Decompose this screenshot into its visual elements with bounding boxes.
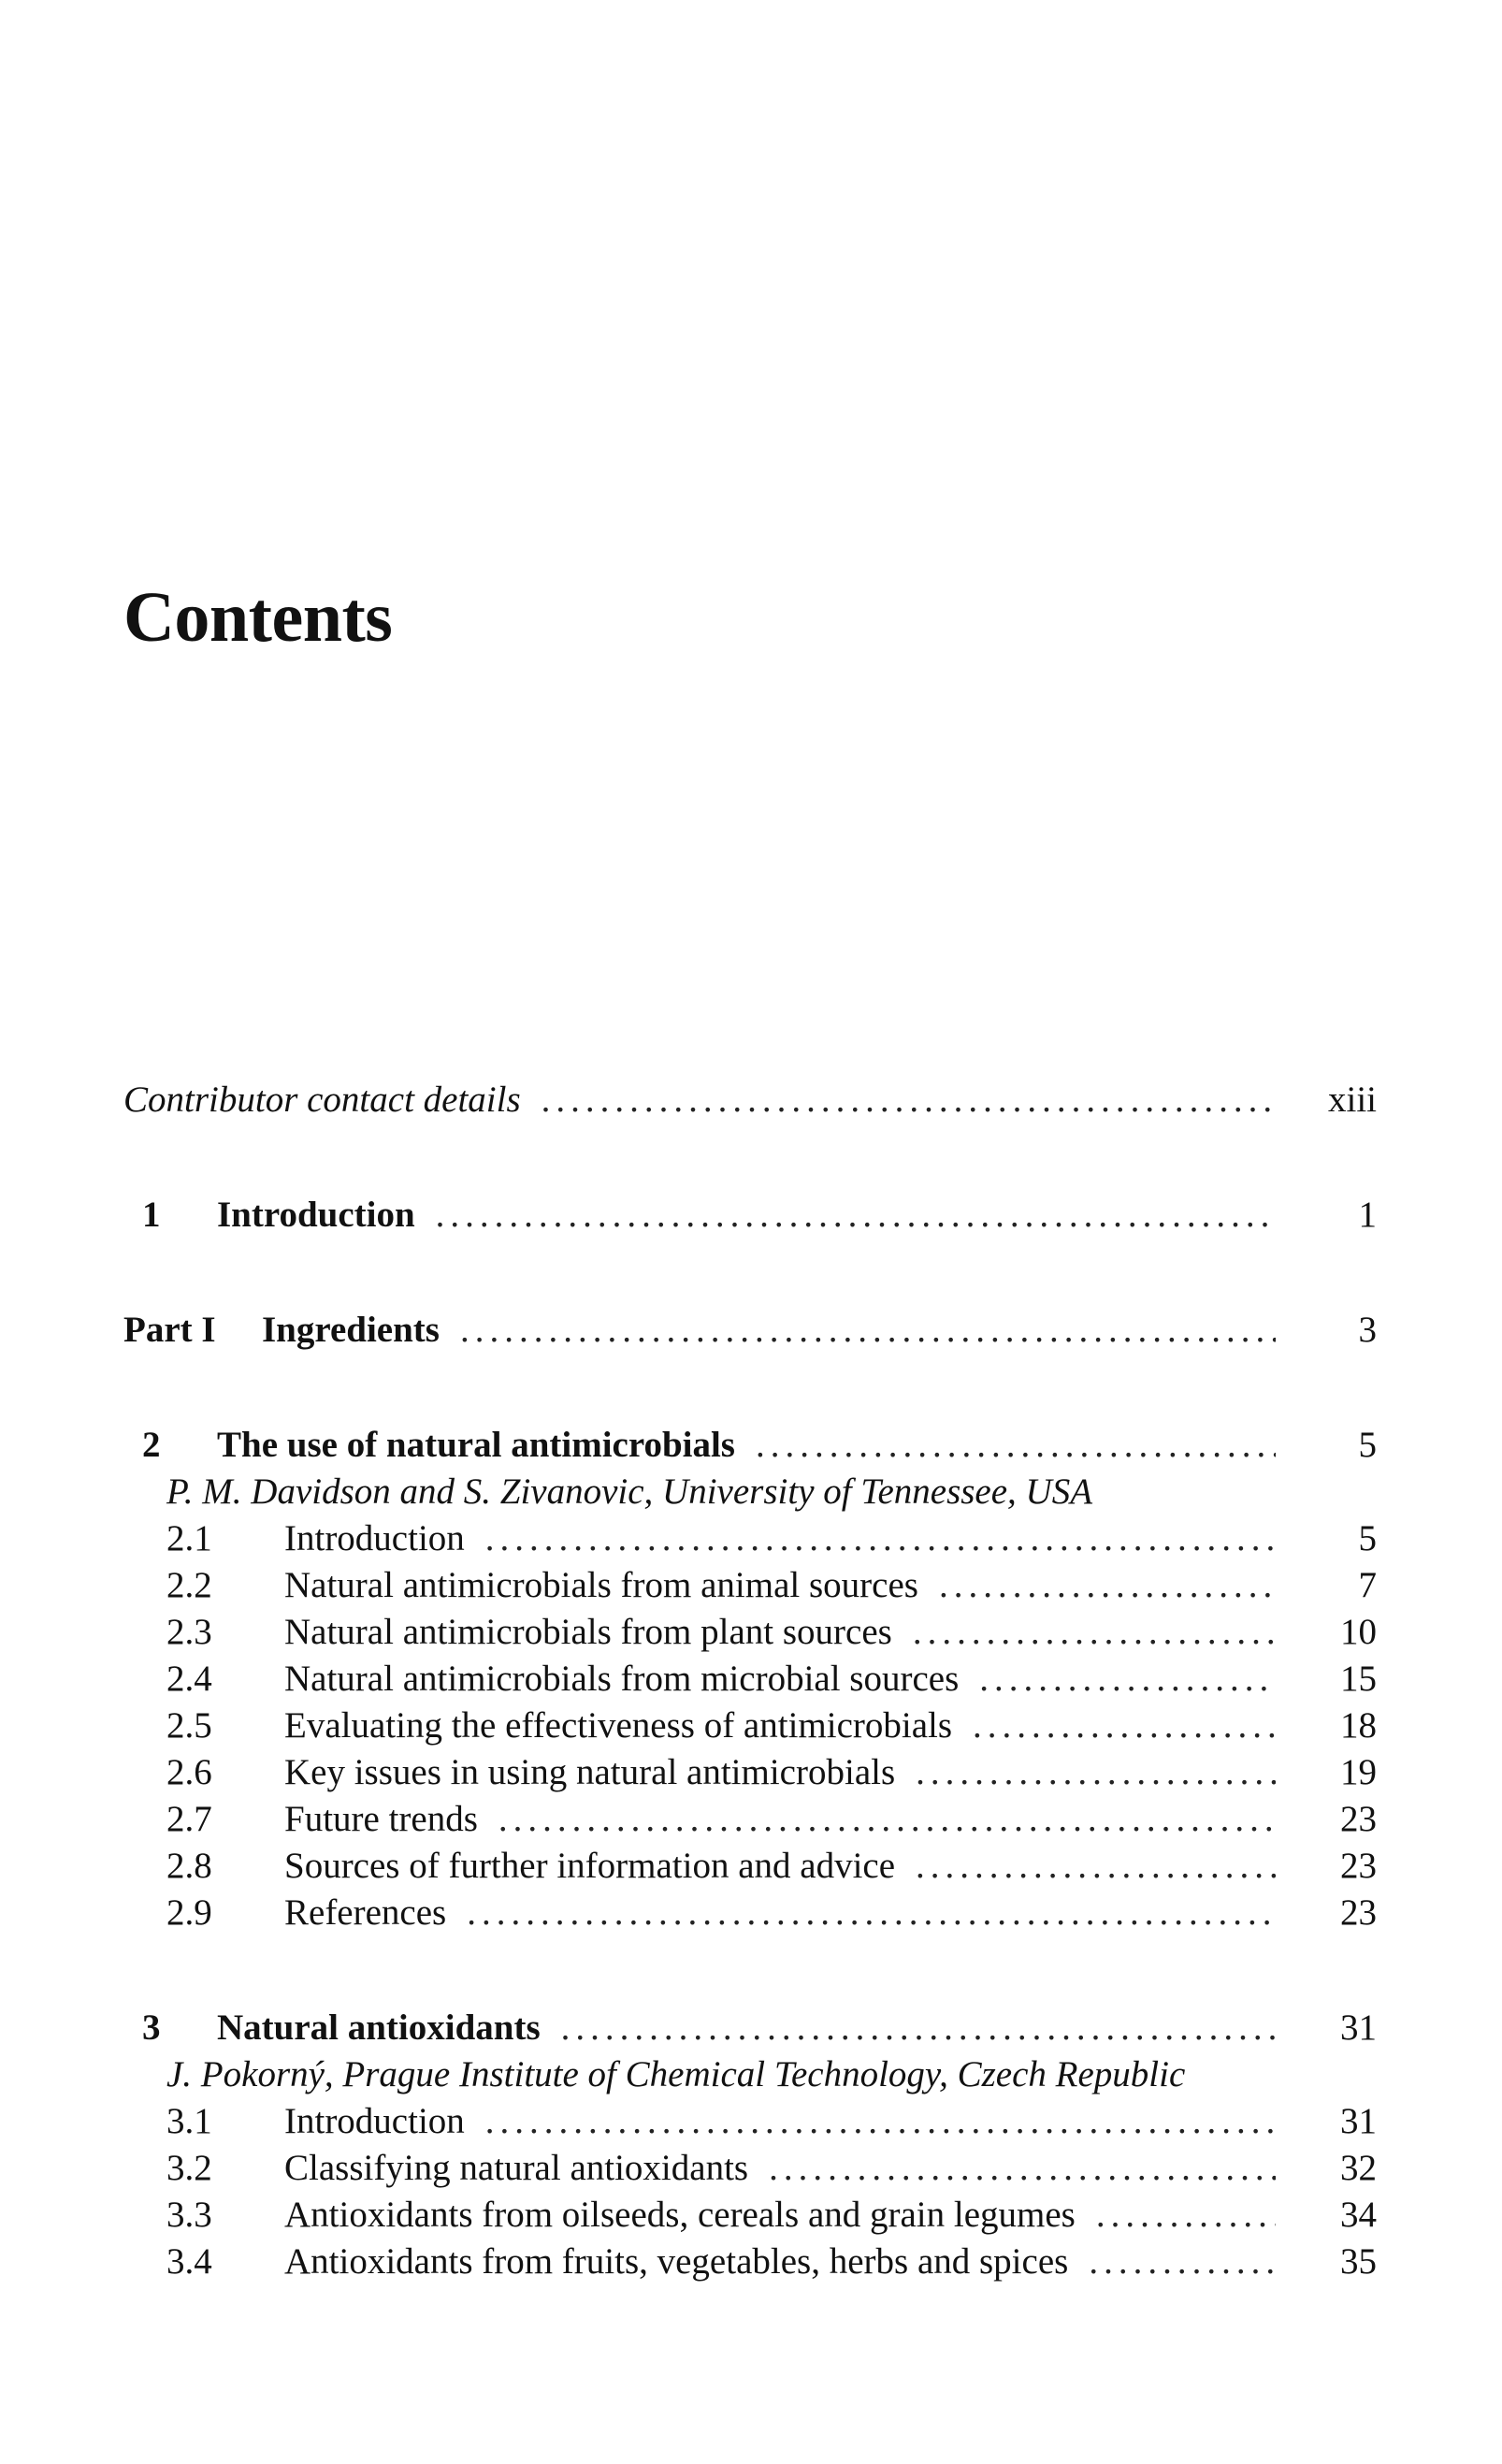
- dot-leader: [756, 1421, 1276, 1470]
- chapter-number: 3: [142, 2007, 161, 2048]
- toc-entry-label: Introduction: [217, 1195, 415, 1235]
- toc-entry-contributors[interactable]: [123, 1076, 1377, 1124]
- dot-leader: [979, 1655, 1276, 1703]
- toc-entry-label: Sources of further information and advice: [284, 1846, 896, 1886]
- toc-entry-chapter-2[interactable]: [123, 1421, 1377, 1470]
- toc-entry-label: Natural antimicrobials from plant sources: [284, 1612, 892, 1652]
- dot-leader: [485, 1515, 1276, 1563]
- section-number: 3.1: [166, 2101, 212, 2141]
- toc-section-entry[interactable]: [123, 1561, 1377, 1610]
- dot-leader: [769, 2144, 1276, 2193]
- dot-leader: [460, 1306, 1276, 1355]
- toc-section-entry[interactable]: [123, 2144, 1377, 2193]
- toc-entry-label: Antioxidants from fruits, vegetables, herbs and spices: [284, 2241, 1069, 2282]
- section-number: 2.3: [166, 1612, 212, 1652]
- toc-page-number: 5: [1358, 1518, 1377, 1558]
- toc-page-number: 23: [1340, 1892, 1377, 1933]
- toc-section-entry[interactable]: [123, 2191, 1377, 2239]
- toc-section-entry[interactable]: [123, 1889, 1377, 1937]
- toc-section-entry[interactable]: [123, 1842, 1377, 1891]
- toc-page-number: xiii: [1327, 1080, 1377, 1120]
- dot-leader: [1089, 2238, 1276, 2286]
- toc-page-number: 19: [1340, 1752, 1377, 1792]
- chapter-author: J. Pokorný, Prague Institute of Chemical Technology, Czech Republic: [166, 2054, 1186, 2094]
- section-number: 2.4: [166, 1659, 212, 1699]
- toc-page-number: 5: [1358, 1425, 1377, 1465]
- section-number: 2.9: [166, 1892, 212, 1933]
- toc-section-entry[interactable]: [123, 2097, 1377, 2146]
- section-number: 2.8: [166, 1846, 212, 1886]
- dot-leader: [485, 2097, 1276, 2146]
- toc-section-entry[interactable]: [123, 1702, 1377, 1750]
- toc-entry-label: Natural antimicrobials from animal sources: [284, 1565, 918, 1605]
- dot-leader: [973, 1702, 1276, 1750]
- toc-page-number: 31: [1340, 2007, 1377, 2048]
- toc-page-number: 23: [1340, 1799, 1377, 1839]
- toc-section-entry[interactable]: [123, 1655, 1377, 1703]
- section-number: 3.3: [166, 2195, 212, 2235]
- toc-entry-label: The use of natural antimicrobials: [217, 1425, 735, 1465]
- toc-page-number: 34: [1340, 2195, 1377, 2235]
- toc-page-number: 3: [1358, 1310, 1377, 1350]
- toc-entry-label: References: [284, 1892, 447, 1933]
- dot-leader: [436, 1191, 1276, 1239]
- toc-page-number: 15: [1340, 1659, 1377, 1699]
- section-number: 2.7: [166, 1799, 212, 1839]
- toc-entry-chapter-1[interactable]: [123, 1191, 1377, 1239]
- toc-entry-label: Evaluating the effectiveness of antimicrobials: [284, 1705, 953, 1746]
- toc-entry-label: Natural antioxidants: [217, 2007, 541, 2048]
- chapter-number: 1: [142, 1195, 161, 1235]
- toc-section-entry[interactable]: [123, 1748, 1377, 1797]
- toc-section-entry[interactable]: [123, 1608, 1377, 1657]
- toc-page-number: 18: [1340, 1705, 1377, 1746]
- toc-page-number: 35: [1340, 2241, 1377, 2282]
- dot-leader: [1096, 2191, 1276, 2239]
- dot-leader: [939, 1561, 1276, 1610]
- toc-section-entry[interactable]: [123, 1515, 1377, 1563]
- toc-entry-label: Introduction: [284, 2101, 465, 2141]
- section-number: 3.4: [166, 2241, 212, 2282]
- toc-entry-chapter-3[interactable]: [123, 2004, 1377, 2052]
- page-title: Contents: [123, 578, 393, 657]
- part-number: Part I: [123, 1310, 216, 1350]
- toc-section-entry[interactable]: [123, 1795, 1377, 1844]
- dot-leader: [913, 1608, 1276, 1657]
- dot-leader: [467, 1889, 1276, 1937]
- chapter-author: P. M. Davidson and S. Zivanovic, University of Tennessee, USA: [166, 1471, 1093, 1512]
- toc-entry-label: Natural antimicrobials from microbial sources: [284, 1659, 960, 1699]
- toc-section-entry[interactable]: [123, 2238, 1377, 2286]
- section-number: 2.1: [166, 1518, 212, 1558]
- toc-entry-part-1[interactable]: [123, 1306, 1377, 1355]
- dot-leader: [916, 1748, 1276, 1797]
- toc-page-number: 10: [1340, 1612, 1377, 1652]
- toc-page-number: 31: [1340, 2101, 1377, 2141]
- toc-page-number: 7: [1358, 1565, 1377, 1605]
- toc-entry-label: Introduction: [284, 1518, 465, 1558]
- toc-page-number: 1: [1358, 1195, 1377, 1235]
- section-number: 2.5: [166, 1705, 212, 1746]
- section-number: 2.2: [166, 1565, 212, 1605]
- toc-page-number: 32: [1340, 2148, 1377, 2188]
- chapter-number: 2: [142, 1425, 161, 1465]
- toc-entry-label: Key issues in using natural antimicrobials: [284, 1752, 896, 1792]
- toc-page-number: 23: [1340, 1846, 1377, 1886]
- section-number: 2.6: [166, 1752, 212, 1792]
- section-number: 3.2: [166, 2148, 212, 2188]
- toc-entry-label: Contributor contact details: [123, 1080, 521, 1120]
- toc-entry-label: Ingredients: [262, 1310, 440, 1350]
- dot-leader: [542, 1076, 1276, 1124]
- toc-entry-label: Classifying natural antioxidants: [284, 2148, 749, 2188]
- dot-leader: [916, 1842, 1276, 1891]
- dot-leader: [498, 1795, 1276, 1844]
- dot-leader: [561, 2004, 1276, 2052]
- toc-entry-label: Future trends: [284, 1799, 478, 1839]
- toc-entry-label: Antioxidants from oilseeds, cereals and grain legumes: [284, 2195, 1076, 2235]
